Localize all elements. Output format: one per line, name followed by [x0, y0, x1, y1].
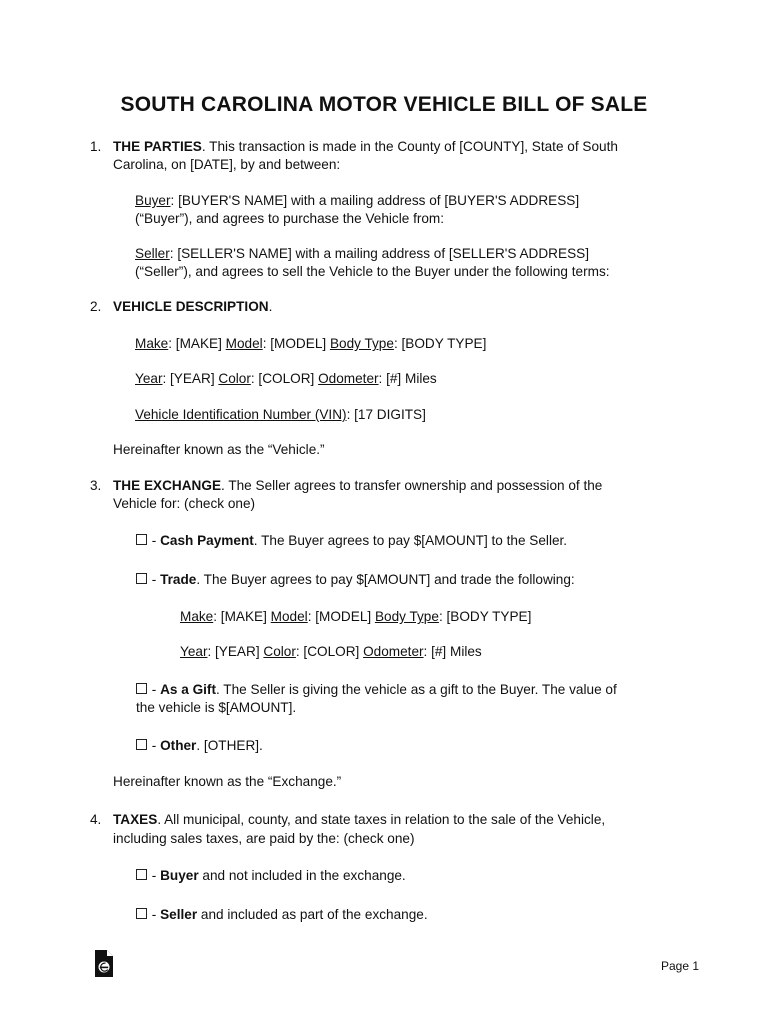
- vehicle-year-line: Year: [YEAR] Color: [COLOR] Odometer: [#] Miles: [135, 371, 437, 386]
- section-4-number: 4.: [90, 812, 102, 827]
- exchange-known-as: Hereinafter known as the “Exchange.”: [113, 774, 342, 789]
- trade-year-line: Year: [YEAR] Color: [COLOR] Odometer: [#] Miles: [180, 644, 482, 659]
- trade-checkbox[interactable]: [136, 573, 147, 584]
- option-gift-line-2: the vehicle is $[AMOUNT].: [136, 700, 297, 715]
- tax-buyer-checkbox[interactable]: [136, 869, 147, 880]
- section-1-heading: THE PARTIES: [113, 139, 202, 154]
- other-checkbox[interactable]: [136, 739, 147, 750]
- section-2-heading: VEHICLE DESCRIPTION: [113, 299, 269, 314]
- seller-line-1: Seller: [SELLER'S NAME] with a mailing address of [SELLER'S ADDRESS]: [135, 246, 589, 261]
- option-other: - Other. [OTHER].: [136, 737, 263, 755]
- buyer-line-1: Buyer: [BUYER'S NAME] with a mailing address of [BUYER'S ADDRESS]: [135, 193, 580, 208]
- tax-option-seller: - Seller and included as part of the exchange.: [136, 906, 428, 924]
- section-3-heading: THE EXCHANGE: [113, 478, 222, 493]
- option-cash-payment: - Cash Payment. The Buyer agrees to pay $[AMOUNT] to the Seller.: [136, 532, 567, 550]
- section-1-line-2: Carolina, on [DATE], by and between:: [113, 157, 341, 172]
- gift-checkbox[interactable]: [136, 683, 147, 694]
- vehicle-make-line: Make: [MAKE] Model: [MODEL] Body Type: [BODY TYPE]: [135, 336, 487, 351]
- section-1-line-1: THE PARTIES. This transaction is made in the County of [COUNTY], State of South: [113, 139, 618, 154]
- section-4-heading: TAXES: [113, 812, 158, 827]
- section-3-line-2: Vehicle for: (check one): [113, 496, 256, 511]
- section-1-number: 1.: [90, 139, 102, 154]
- section-2-heading-line: VEHICLE DESCRIPTION.: [113, 299, 273, 314]
- eforms-logo-icon: [94, 950, 114, 978]
- seller-label: Seller: [135, 246, 170, 261]
- section-2-number: 2.: [90, 299, 102, 314]
- option-gift: - As a Gift. The Seller is giving the vehicle as a gift to the Buyer. The value of: [136, 681, 617, 699]
- vehicle-known-as: Hereinafter known as the “Vehicle.”: [113, 442, 325, 457]
- section-4-line-1: TAXES. All municipal, county, and state taxes in relation to the sale of the Vehicle,: [113, 812, 606, 827]
- section-3-line-1: THE EXCHANGE. The Seller agrees to transfer ownership and possession of the: [113, 478, 603, 493]
- page-title: SOUTH CAROLINA MOTOR VEHICLE BILL OF SALE: [120, 93, 648, 116]
- section-3-number: 3.: [90, 478, 102, 493]
- option-trade: - Trade. The Buyer agrees to pay $[AMOUNT] and trade the following:: [136, 571, 575, 589]
- tax-seller-checkbox[interactable]: [136, 908, 147, 919]
- page-number: Page 1: [661, 959, 700, 973]
- tax-option-buyer: - Buyer and not included in the exchange.: [136, 867, 406, 885]
- seller-line-2: (“Seller”), and agrees to sell the Vehicle to the Buyer under the following terms:: [135, 264, 610, 279]
- buyer-line-2: (“Buyer”), and agrees to purchase the Vehicle from:: [135, 211, 445, 226]
- vehicle-vin-line: Vehicle Identification Number (VIN): [17 DIGITS]: [135, 407, 426, 422]
- buyer-label: Buyer: [135, 193, 171, 208]
- section-4-line-2: including sales taxes, are paid by the: (check one): [113, 831, 415, 846]
- cash-checkbox[interactable]: [136, 534, 147, 545]
- trade-make-line: Make: [MAKE] Model: [MODEL] Body Type: [BODY TYPE]: [180, 609, 532, 624]
